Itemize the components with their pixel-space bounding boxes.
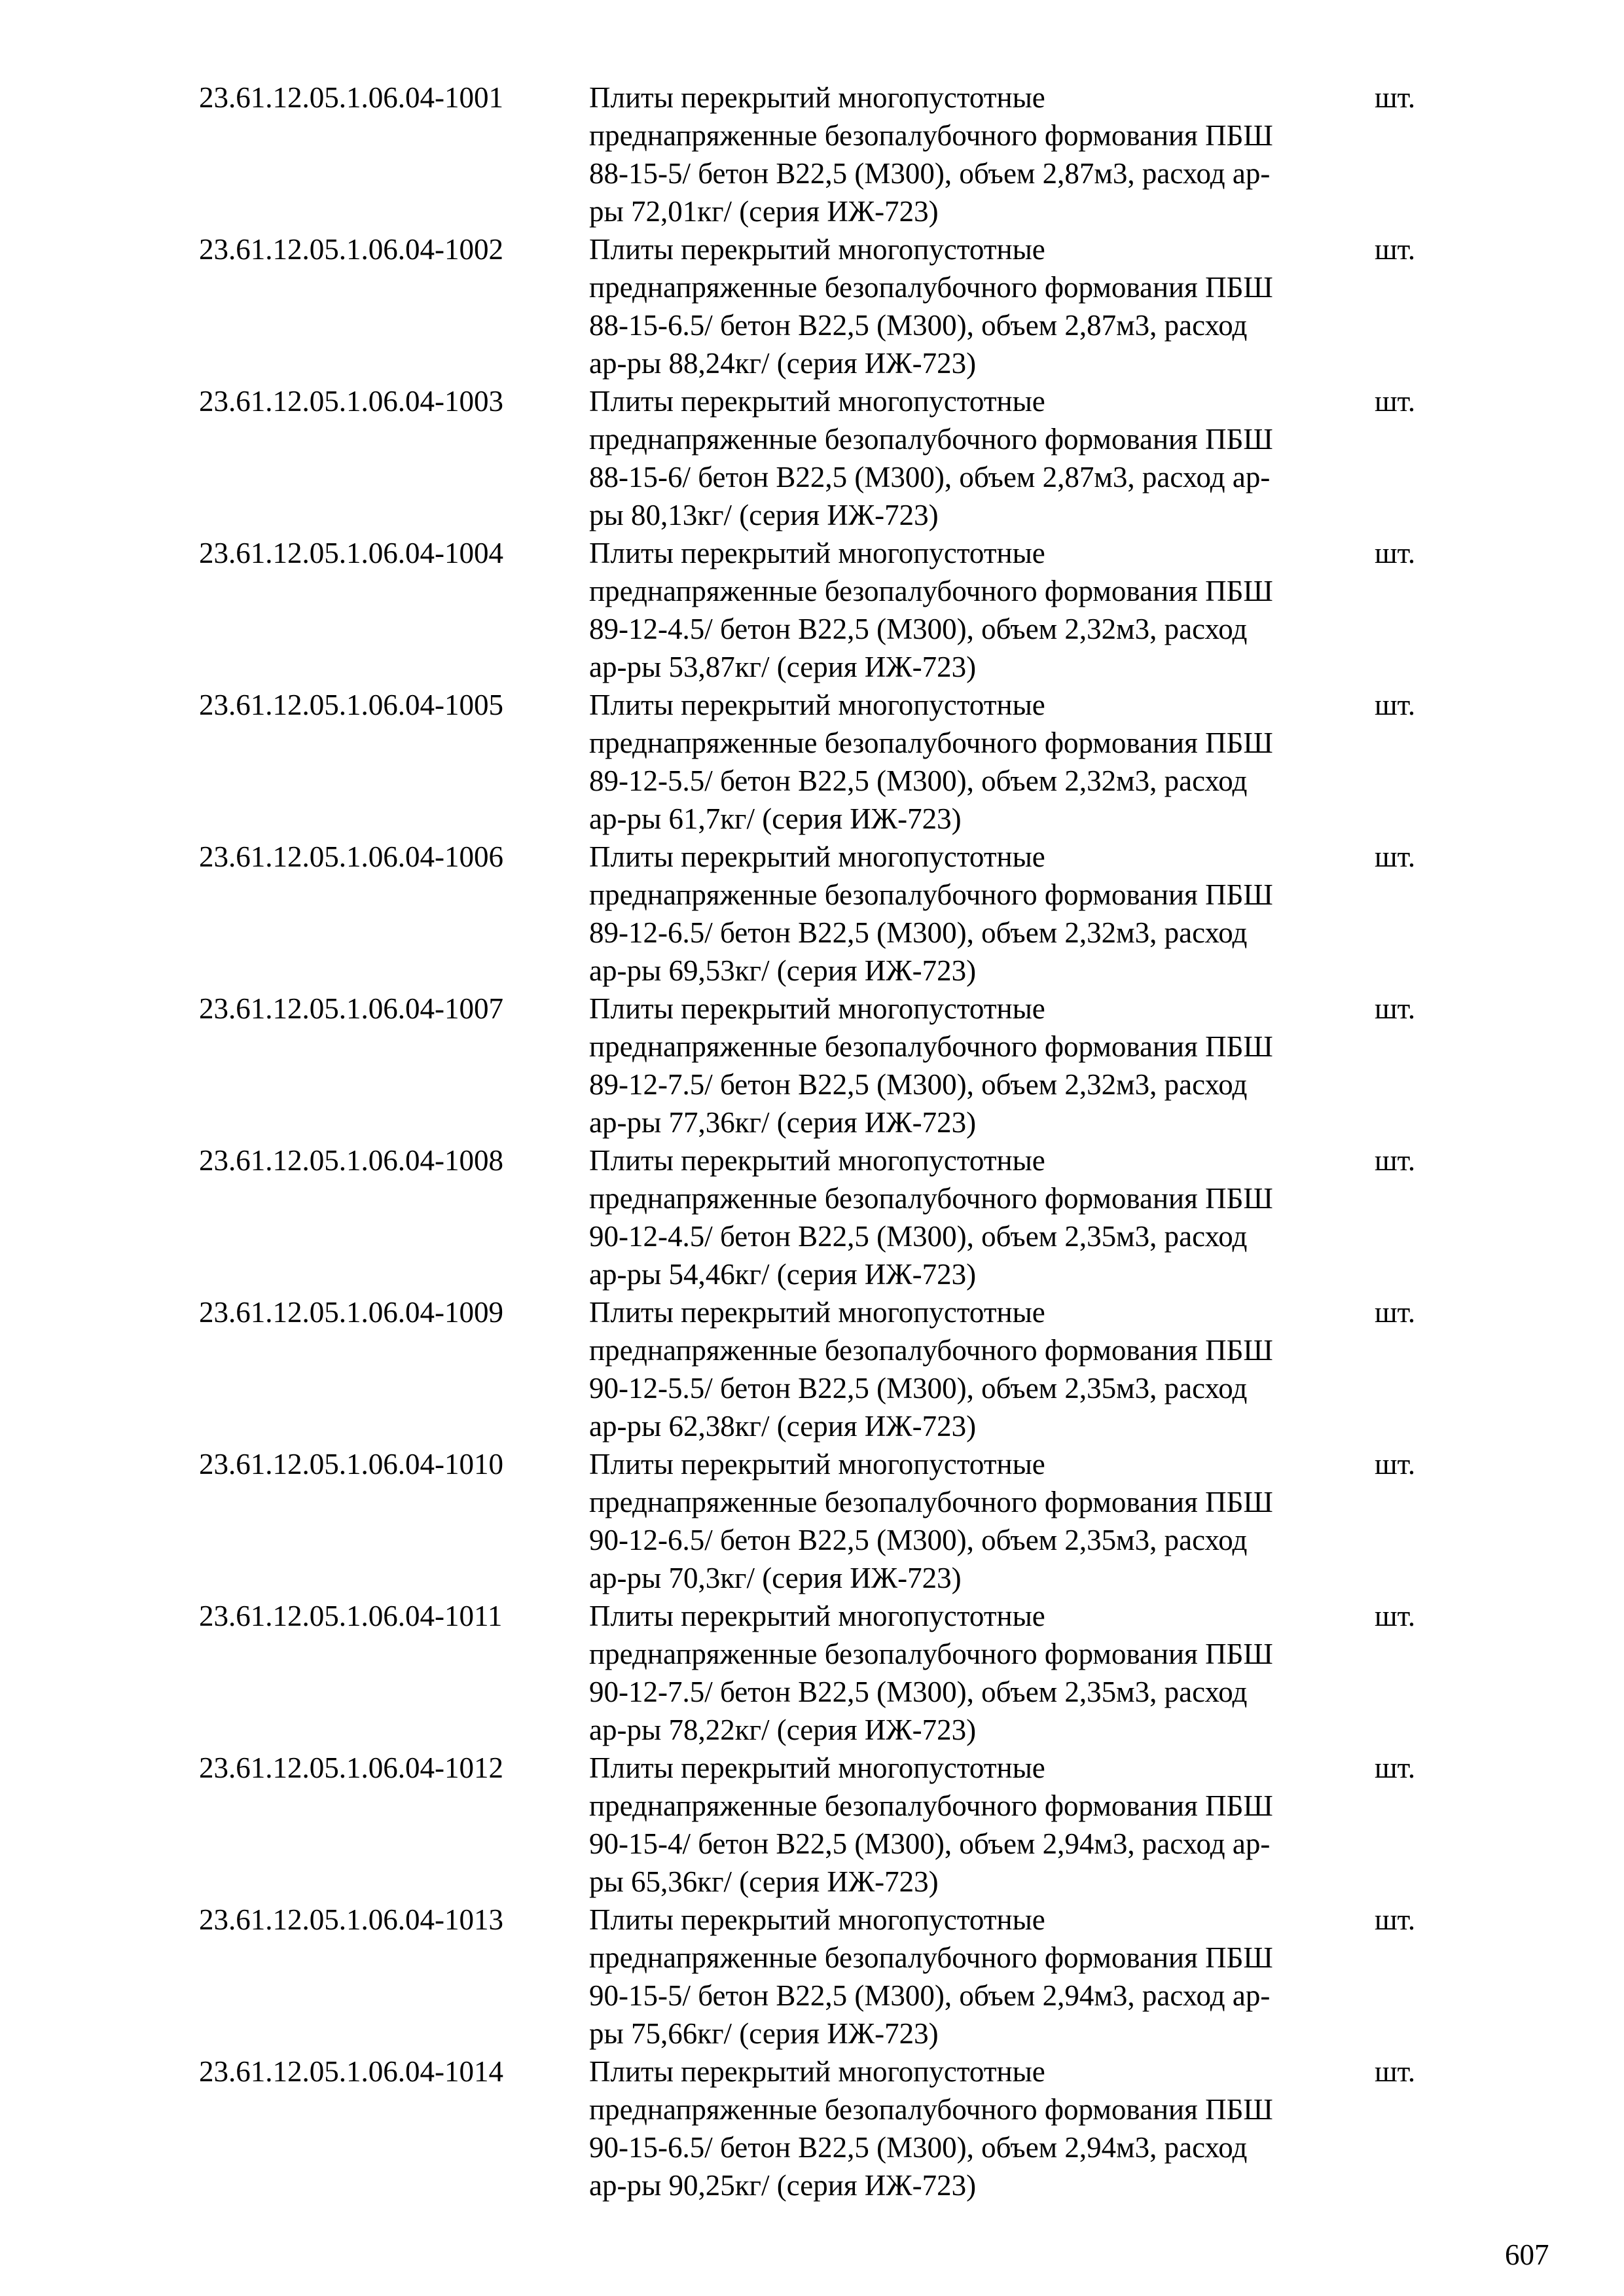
item-description [589,686,1375,838]
description-line: ры 75,66кг/ (серия ИЖ-723) [589,2017,939,2050]
list-item [199,1445,1443,1597]
item-code: 23.61.12.05.1.06.04-1009 [199,1296,503,1329]
description-line: ар-ры 53,87кг/ (серия ИЖ-723) [589,651,977,683]
description-line: ры 72,01кг/ (серия ИЖ-723) [589,195,939,228]
item-code: 23.61.12.05.1.06.04-1002 [199,233,503,266]
description-line: преднапряженные безопалубочного формования ПБШ [589,2093,1273,2126]
item-unit: шт. [1375,537,1416,569]
item-description [589,990,1375,1141]
list-item [199,838,1443,990]
description-line: Плиты перекрытий многопустотные [589,537,1045,569]
list-item [199,79,1443,230]
description-line: преднапряженные безопалубочного формования ПБШ [589,119,1273,152]
item-code: 23.61.12.05.1.06.04-1011 [199,1600,503,1632]
description-line: преднапряженные безопалубочного формования ПБШ [589,1182,1273,1215]
description-line: 90-15-5/ бетон В22,5 (М300), объем 2,94м3, расход ар- [589,1979,1271,2012]
description-line: Плиты перекрытий многопустотные [589,1751,1045,1784]
description-line: ар-ры 70,3кг/ (серия ИЖ-723) [589,1562,962,1594]
description-line: 89-12-5.5/ бетон В22,5 (М300), объем 2,32м3, расход [589,764,1248,797]
description-line: 90-12-4.5/ бетон В22,5 (М300), объем 2,35м3, расход [589,1220,1248,1253]
item-description [589,1445,1375,1597]
description-line: Плиты перекрытий многопустотные [589,385,1045,418]
item-description [589,382,1375,534]
description-line: Плиты перекрытий многопустотные [589,1296,1045,1329]
item-code: 23.61.12.05.1.06.04-1006 [199,840,503,873]
description-line: Плиты перекрытий многопустотные [589,2055,1045,2088]
item-description [589,534,1375,686]
item-code: 23.61.12.05.1.06.04-1004 [199,537,503,569]
description-line: преднапряженные безопалубочного формования ПБШ [589,423,1273,456]
description-line: ар-ры 88,24кг/ (серия ИЖ-723) [589,347,977,380]
description-line: ар-ры 90,25кг/ (серия ИЖ-723) [589,2169,977,2202]
list-item [199,990,1443,1141]
description-line: 88-15-6.5/ бетон В22,5 (М300), объем 2,87м3, расход [589,309,1248,342]
item-code: 23.61.12.05.1.06.04-1005 [199,689,503,721]
item-code: 23.61.12.05.1.06.04-1007 [199,992,503,1025]
list-item [199,382,1443,534]
item-unit: шт. [1375,233,1416,266]
item-description [589,79,1375,230]
description-line: 89-12-6.5/ бетон В22,5 (М300), объем 2,32м3, расход [589,916,1248,949]
description-line: 88-15-5/ бетон В22,5 (М300), объем 2,87м3, расход ар- [589,157,1271,190]
description-line: Плиты перекрытий многопустотные [589,1144,1045,1177]
list-item [199,1597,1443,1749]
item-unit: шт. [1375,2055,1416,2088]
item-description [589,1901,1375,2053]
item-description [589,230,1375,382]
description-line: ар-ры 62,38кг/ (серия ИЖ-723) [589,1410,977,1443]
description-line: 90-12-5.5/ бетон В22,5 (М300), объем 2,35м3, расход [589,1372,1248,1405]
item-unit: шт. [1375,840,1416,873]
item-code: 23.61.12.05.1.06.04-1008 [199,1144,503,1177]
description-line: ры 80,13кг/ (серия ИЖ-723) [589,499,939,531]
item-code: 23.61.12.05.1.06.04-1013 [199,1903,503,1936]
item-code: 23.61.12.05.1.06.04-1014 [199,2055,503,2088]
description-line: 90-15-4/ бетон В22,5 (М300), объем 2,94м3, расход ар- [589,1827,1271,1860]
description-line: 89-12-4.5/ бетон В22,5 (М300), объем 2,32м3, расход [589,613,1248,645]
list-item [199,686,1443,838]
list-item [199,1901,1443,2053]
description-line: преднапряженные безопалубочного формования ПБШ [589,271,1273,304]
item-description [589,1141,1375,1293]
item-description [589,1293,1375,1445]
item-unit: шт. [1375,1448,1416,1480]
item-unit: шт. [1375,1144,1416,1177]
description-line: Плиты перекрытий многопустотные [589,689,1045,721]
description-line: Плиты перекрытий многопустотные [589,233,1045,266]
description-line: 90-12-6.5/ бетон В22,5 (М300), объем 2,35м3, расход [589,1524,1248,1556]
description-line: 89-12-7.5/ бетон В22,5 (М300), объем 2,32м3, расход [589,1068,1248,1101]
description-line: преднапряженные безопалубочного формования ПБШ [589,726,1273,759]
item-description [589,838,1375,990]
description-line: 90-15-6.5/ бетон В22,5 (М300), объем 2,94м3, расход [589,2131,1248,2164]
description-line: преднапряженные безопалубочного формования ПБШ [589,1334,1273,1367]
item-unit: шт. [1375,1600,1416,1632]
list-item [199,2053,1443,2204]
item-unit: шт. [1375,81,1416,114]
description-line: Плиты перекрытий многопустотные [589,1600,1045,1632]
description-line: ар-ры 78,22кг/ (серия ИЖ-723) [589,1713,977,1746]
list-item [199,230,1443,382]
description-line: ар-ры 54,46кг/ (серия ИЖ-723) [589,1258,977,1291]
page-number: 607 [1505,2238,1549,2271]
description-line: преднапряженные безопалубочного формования ПБШ [589,1638,1273,1670]
item-unit: шт. [1375,1751,1416,1784]
description-line: Плиты перекрытий многопустотные [589,1448,1045,1480]
item-unit: шт. [1375,385,1416,418]
item-code: 23.61.12.05.1.06.04-1012 [199,1751,503,1784]
item-unit: шт. [1375,689,1416,721]
description-line: преднапряженные безопалубочного формования ПБШ [589,1030,1273,1063]
description-line: 88-15-6/ бетон В22,5 (М300), объем 2,87м3, расход ар- [589,461,1271,493]
item-code: 23.61.12.05.1.06.04-1001 [199,81,503,114]
list-item [199,1141,1443,1293]
description-line: преднапряженные безопалубочного формования ПБШ [589,575,1273,607]
description-line: 90-12-7.5/ бетон В22,5 (М300), объем 2,35м3, расход [589,1676,1248,1708]
description-line: Плиты перекрытий многопустотные [589,81,1045,114]
item-unit: шт. [1375,1296,1416,1329]
description-line: преднапряженные безопалубочного формования ПБШ [589,1486,1273,1518]
description-line: Плиты перекрытий многопустотные [589,1903,1045,1936]
list-item [199,1749,1443,1901]
item-unit: шт. [1375,1903,1416,1936]
description-line: ар-ры 61,7кг/ (серия ИЖ-723) [589,802,962,835]
description-line: Плиты перекрытий многопустотные [589,840,1045,873]
description-line: ры 65,36кг/ (серия ИЖ-723) [589,1865,939,1898]
item-description [589,2053,1375,2204]
description-line: ар-ры 77,36кг/ (серия ИЖ-723) [589,1106,977,1139]
description-line: Плиты перекрытий многопустотные [589,992,1045,1025]
item-unit: шт. [1375,992,1416,1025]
description-line: преднапряженные безопалубочного формования ПБШ [589,1941,1273,1974]
description-line: преднапряженные безопалубочного формования ПБШ [589,1789,1273,1822]
item-code: 23.61.12.05.1.06.04-1003 [199,385,503,418]
item-code: 23.61.12.05.1.06.04-1010 [199,1448,503,1480]
description-line: ар-ры 69,53кг/ (серия ИЖ-723) [589,954,977,987]
description-line: преднапряженные безопалубочного формования ПБШ [589,878,1273,911]
item-description [589,1749,1375,1901]
item-description [589,1597,1375,1749]
price-list-entries [199,79,1443,2204]
list-item [199,534,1443,686]
list-item [199,1293,1443,1445]
